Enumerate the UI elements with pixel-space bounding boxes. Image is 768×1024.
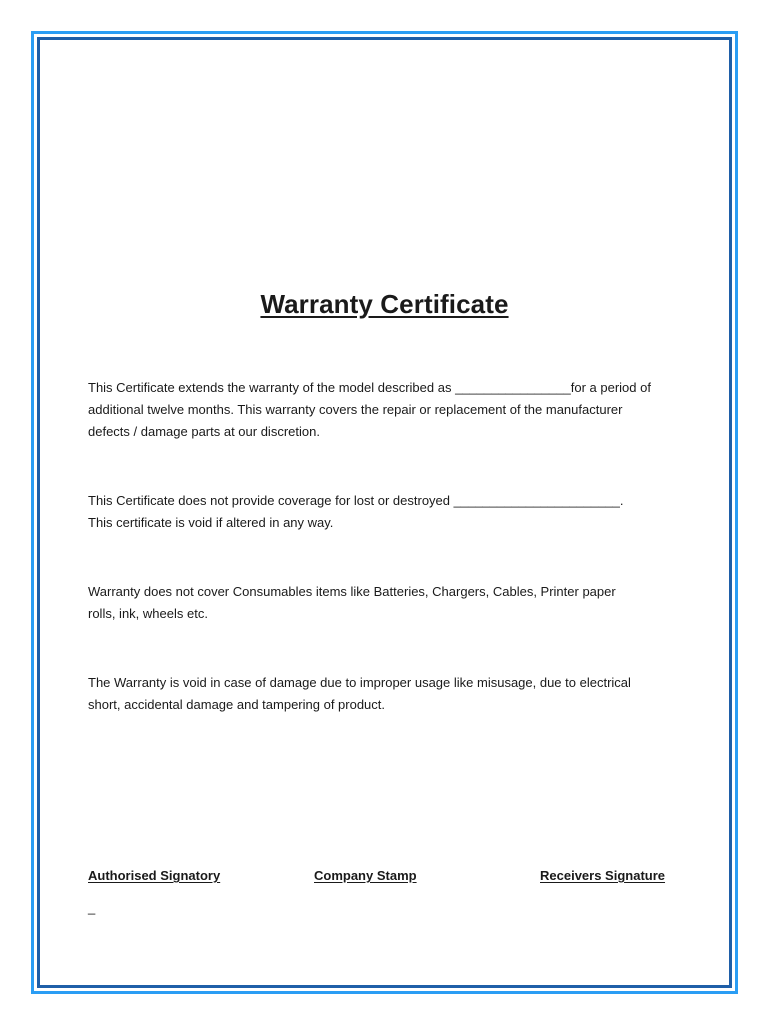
consumables-paragraph xyxy=(88,581,678,625)
authorised-signatory-label: Authorised Signatory xyxy=(88,868,221,883)
company-stamp-label: Company Stamp xyxy=(314,868,417,883)
paragraph-line: Warranty does not cover Consumables items like Batteries, Chargers, Cables, Printer paper xyxy=(88,584,616,599)
paragraph-line: This Certificate extends the warranty of the model described as ________________for a period of xyxy=(88,380,651,395)
receivers-signature-label: Receivers Signature xyxy=(540,868,666,883)
paragraph-line: The Warranty is void in case of damage due to improper usage like misusage, due to electrical xyxy=(88,675,631,690)
void-conditions-paragraph xyxy=(88,672,678,716)
paragraph-line: defects / damage parts at our discretion. xyxy=(88,424,320,439)
certificate-title: Warranty Certificate xyxy=(260,289,509,319)
paragraph-line: rolls, ink, wheels etc. xyxy=(88,606,208,621)
trailing-underscore-mark: _ xyxy=(88,900,96,915)
paragraph-line: This Certificate does not provide coverage for lost or destroyed _______________________. xyxy=(88,493,624,508)
paragraph-line: This certificate is void if altered in any way. xyxy=(88,515,334,530)
warranty-extension-paragraph xyxy=(88,377,678,443)
paragraph-line: additional twelve months. This warranty covers the repair or replacement of the manufacturer xyxy=(88,402,623,417)
coverage-exclusion-paragraph xyxy=(88,490,678,534)
paragraph-line: short, accidental damage and tampering of product. xyxy=(88,697,386,712)
certificate-border-outer xyxy=(31,31,738,994)
